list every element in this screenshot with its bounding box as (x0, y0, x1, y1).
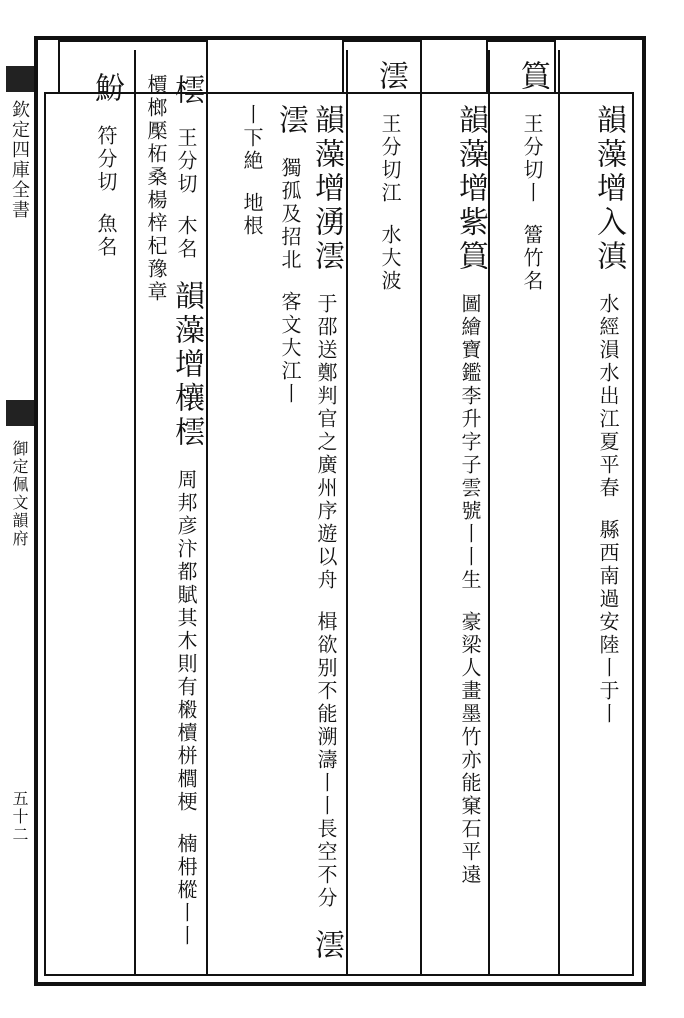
entry-note-line: 縣西南過安陸丨于丨 (596, 519, 620, 726)
entry-column-3 (452, 104, 488, 964)
column-rule (346, 50, 348, 974)
headword: 澐 (373, 60, 408, 94)
entry-note-line: 客文大江丨 (278, 291, 302, 406)
entry-heading: 韻藻增入滇 (591, 104, 626, 274)
column-rule (558, 50, 560, 974)
headword: 篔 (515, 60, 550, 94)
margin-block-top (6, 66, 36, 92)
definition-note: 木名 (174, 215, 198, 261)
page-number: 五十二 (10, 790, 29, 844)
margin-top-label: 欽定四庫全書 (9, 100, 30, 220)
entry-heading: 澐澐 (273, 104, 344, 963)
column-rule (420, 50, 422, 974)
entry-heading: 韻藻增湧澐 (309, 104, 344, 274)
entry-heading: 韻藻增欀橒 (169, 280, 204, 450)
column-rule (134, 50, 136, 974)
column-rule (206, 50, 208, 974)
pronunciation-note: 符分切 (94, 125, 118, 194)
definition-note: 魚名 (94, 213, 118, 259)
entry-note-line: 地根 (240, 192, 264, 238)
entry-note-line: 豪梁人畫墨竹亦能窠石平遠 (458, 611, 482, 887)
definition-note: 水大波 (378, 224, 402, 293)
entry-column-5 (272, 104, 344, 964)
pronunciation-note: 王分切丨 (520, 113, 544, 205)
entry-column-6 (240, 104, 264, 964)
column-rule (488, 50, 490, 974)
entry-column-7 (144, 74, 204, 964)
entry-note-line: 周邦彦汴都賦其木則有樧櫝栟櫚梗 (174, 469, 198, 814)
entry-note-line: 于邵送鄭判官之廣州序遊以舟 (314, 293, 338, 592)
entry-note-line: 丨下絶 (240, 104, 264, 173)
pronunciation-note: 王分切江 (378, 113, 402, 205)
entry-note-line: 圖繪寶鑑李升字子雲號丨丨生 (458, 293, 482, 592)
pronunciation-note: 王分切 (174, 127, 198, 196)
entry-column-4 (372, 60, 408, 960)
headword: 魵 (89, 72, 124, 106)
definition-note: 簹竹名 (520, 224, 544, 293)
margin-book-title: 御定佩文韻府 (10, 440, 29, 548)
entry-note-line: 獨孤及招北 (278, 157, 302, 272)
entry-note-line: 楠枏樅丨丨檟榔檿柘桑楊梓杞豫章 (144, 74, 198, 948)
entry-column-1 (590, 104, 626, 964)
entry-note-line: 楫欲别不能溯濤丨丨長空不分 (314, 611, 338, 910)
entry-column-2 (514, 60, 550, 960)
entry-note-line: 水經溳水出江夏平春 (596, 293, 620, 500)
headword: 橒 (169, 74, 204, 108)
margin-block-mid (6, 400, 36, 426)
entry-column-8 (88, 72, 124, 962)
entry-heading: 韻藻增紫篔 (453, 104, 488, 274)
